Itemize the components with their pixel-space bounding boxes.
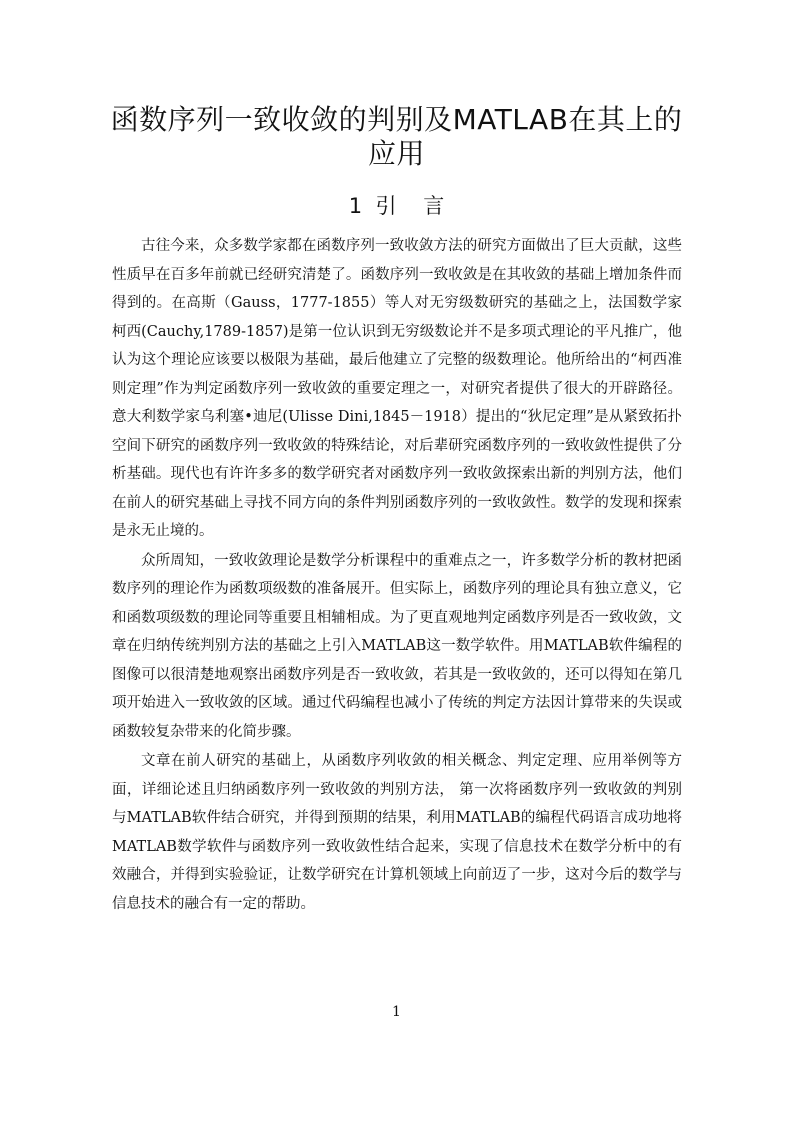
paragraph-motivation: 众所周知，一致收敛理论是数学分析课程中的重难点之一，许多数学分析的教材把函数序列的理论作为函数项级数的准备展开。但实际上，函数序列的理论具有独立意义，它和函数项级数的理论同等重要且相辅相成。为了更直观地判定函数序列是否一致收敛，文章在归纳传统判别方法的基础之上引入MATLAB这一数学软件。用MATLAB软件编程的图像可以很清楚地观察出函数序列是否一致收敛，若其是一致收敛的，还可以得知在第几项开始进入一致收敛的区域。通过代码编程也减小了传统的判定方法因计算带来的失误或函数较复杂带来的化简步骤。 bbox=[112, 552, 682, 740]
body-text bbox=[112, 232, 682, 919]
document-title: 函数序列一致收敛的判别及MATLAB在其上的应用 bbox=[110, 103, 683, 170]
section-heading-introduction: 1 引 言 bbox=[348, 194, 445, 218]
page-number: 1 bbox=[392, 1004, 401, 1020]
paragraph-contribution: 文章在前人研究的基础上，从函数序列收敛的相关概念、判定定理、应用举例等方面，详细论述且归纳函数序列一致收敛的判别方法， 第一次将函数序列一致收敛的判别与MATLAB软件结合研究，并得到预期的结果，利用MATLAB的编程代码语言成功地将MATLAB数学软件与函数序列一致收敛性结合起来，实现了信息技术在数学分析中的有效融合，并得到实验验证，让数学研究在计算机领域上向前迈了一步，这对今后的数学与信息技术的融合有一定的帮助。 bbox=[112, 753, 682, 912]
paragraph-history: 古往今来，众多数学家都在函数序列一致收敛方法的研究方面做出了巨大贡献，这些性质早在百多年前就已经研究清楚了。函数序列一致收敛是在其收敛的基础上增加条件而得到的。在高斯（Gauss，1777-1855）等人对无穷级数研究的基础之上，法国数学家柯西(Cauchy,1789-1857)是第一位认识到无穷级数论并不是多项式理论的平凡推广，他认为这个理论应该要以极限为基础，最后他建立了完整的级数理论。他所给出的“柯西准则定理”作为判定函数序列一致收敛的重要定理之一，对研究者提供了很大的开辟路径。意大利数学家乌利塞•迪尼(Ulisse Dini,1845－1918）提出的“狄尼定理”是从紧致拓扑空间下研究的函数序列一致收敛的特殊结论，对后辈研究函数序列的一致收敛性提供了分析基础。现代也有许许多多的数学研究者对函数序列一致收敛探索出新的判别方法，他们在前人的研究基础上寻找不同方向的条件判别函数序列的一致收敛性。数学的发现和探索是永无止境的。 bbox=[112, 238, 682, 539]
